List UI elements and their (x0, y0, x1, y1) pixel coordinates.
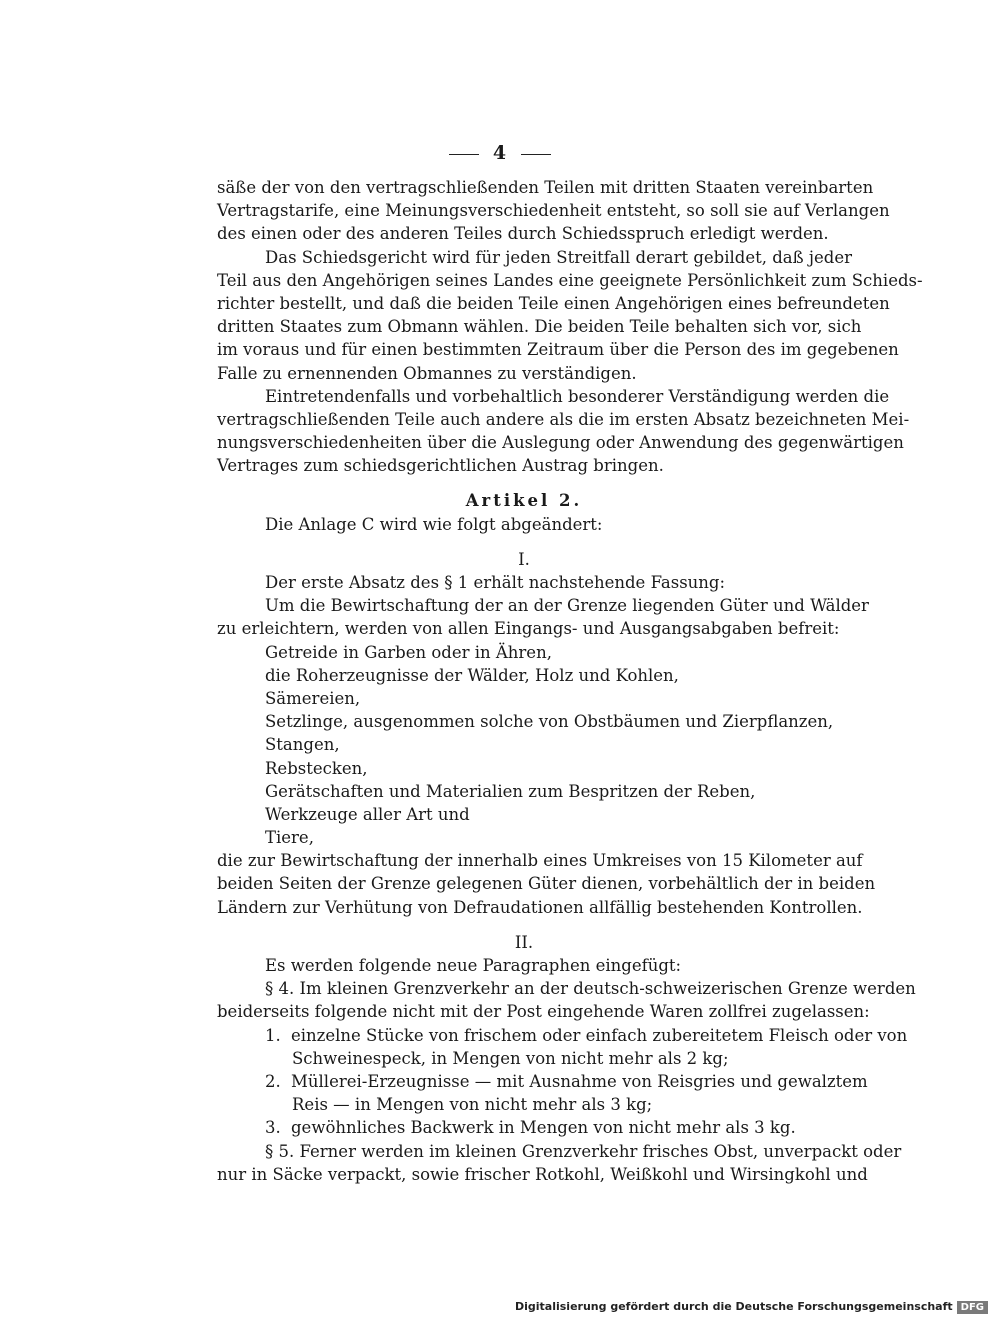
text-line: beiden Seiten der Grenze gelegenen Güter dienen, vorbehältlich der in beiden (217, 874, 876, 894)
list-item: Stangen, (265, 735, 340, 755)
list-item: Werkzeuge aller Art und (265, 804, 470, 824)
list-item: Rebstecken, (265, 758, 368, 778)
text-line: Eintretendenfalls und vorbehaltlich besonderer Verständigung werden die (265, 386, 890, 406)
text-line: Ländern zur Verhütung von Defraudationen allfällig bestehenden Kontrollen. (217, 897, 863, 917)
page-header (0, 142, 1000, 164)
numbered-item (217, 1070, 868, 1093)
body-text (217, 176, 923, 1186)
item-number: 1. (265, 1025, 281, 1045)
numbered-item (217, 1024, 908, 1047)
text-line: richter bestellt, und daß die beiden Teile einen Angehörigen eines befreundeten (217, 293, 890, 313)
header-dash-left (449, 154, 479, 155)
section-heading-I: I. (518, 549, 530, 569)
text-line: vertragschließenden Teile auch andere als die im ersten Absatz bezeichneten Mei- (217, 409, 910, 429)
text-line: säße der von den vertragschließenden Teilen mit dritten Staaten vereinbarten (217, 178, 874, 197)
text-line: Es werden folgende neue Paragraphen eingefügt: (265, 956, 682, 975)
text-line: im voraus und für einen bestimmten Zeitraum über die Person des im gegebenen (217, 340, 899, 360)
item-continuation: Reis — in Mengen von nicht mehr als 3 kg; (292, 1095, 653, 1115)
article-heading: Artikel 2. (465, 491, 583, 511)
item-text: einzelne Stücke von frischem oder einfach zubereitetem Fleisch oder von (291, 1025, 908, 1045)
text-line: nungsverschiedenheiten über die Auslegung oder Anwendung des gegenwärtigen (217, 433, 904, 453)
text-line: Das Schiedsgericht wird für jeden Streitfall derart gebildet, daß jeder (265, 247, 852, 267)
item-number: 2. (265, 1071, 281, 1091)
text-line: dritten Staates zum Obmann wählen. Die beiden Teile behalten sich vor, sich (217, 317, 862, 337)
credit-text: Digitalisierung gefördert durch die Deutsche Forschungsgemeinschaft (514, 1300, 953, 1313)
text-line: nur in Säcke verpackt, sowie frischer Rotkohl, Weißkohl und Wirsingkohl und (217, 1164, 868, 1184)
article-intro: Die Anlage C wird wie folgt abgeändert: (265, 514, 603, 534)
list-item: Tiere, (265, 828, 314, 848)
dfg-logo: DFG (957, 1301, 988, 1314)
text-line: zu erleichtern, werden von allen Eingangs- und Ausgangsabgaben befreit: (217, 619, 840, 639)
item-number: 3. (265, 1118, 281, 1138)
text-line: Um die Bewirtschaftung der an der Grenze liegenden Güter und Wälder (265, 596, 869, 616)
list-item: Getreide in Garben oder in Ähren, (265, 642, 552, 662)
item-continuation: Schweinespeck, in Mengen von nicht mehr als 2 kg; (292, 1048, 729, 1068)
text-line: beiderseits folgende nicht mit der Post eingehende Waren zollfrei zugelassen: (217, 1002, 870, 1022)
text-line: die zur Bewirtschaftung der innerhalb eines Umkreises von 15 Kilometer auf (217, 851, 863, 871)
text-line: Teil aus den Angehörigen seines Landes eine geeignete Persönlichkeit zum Schieds- (217, 270, 923, 290)
list-item: Gerätschaften und Materialien zum Bespritzen der Reben, (265, 781, 756, 801)
text-line: des einen oder des anderen Teiles durch Schiedsspruch erledigt werden. (217, 224, 829, 244)
text-line: Vertragstarife, eine Meinungsverschiedenheit entsteht, so soll sie auf Verlangen (217, 201, 890, 221)
list-item: die Roherzeugnisse der Wälder, Holz und Kohlen, (265, 665, 679, 685)
text-line: § 5. Ferner werden im kleinen Grenzverkehr frisches Obst, unverpackt oder (265, 1141, 902, 1161)
item-text: Müllerei-Erzeugnisse — mit Ausnahme von Reisgries und gewalztem (291, 1071, 868, 1091)
text-line: § 4. Im kleinen Grenzverkehr an der deutsch-schweizerischen Grenze werden (265, 979, 916, 999)
text-line: Falle zu ernennenden Obmannes zu verständigen. (217, 363, 637, 383)
header-dash-right (521, 154, 551, 155)
text-line: Vertrages zum schiedsgerichtlichen Austrag bringen. (217, 456, 664, 476)
section-heading-II: II. (514, 932, 534, 952)
page-number: 4 (492, 142, 508, 164)
item-text: gewöhnliches Backwerk in Mengen von nicht mehr als 3 kg. (291, 1118, 796, 1138)
numbered-item (217, 1116, 831, 1139)
list-item: Sämereien, (265, 688, 361, 708)
text-line: Der erste Absatz des § 1 erhält nachstehende Fassung: (265, 573, 726, 592)
list-item: Setzlinge, ausgenommen solche von Obstbäumen und Zierpflanzen, (265, 712, 834, 732)
digitization-credit (515, 1300, 988, 1314)
